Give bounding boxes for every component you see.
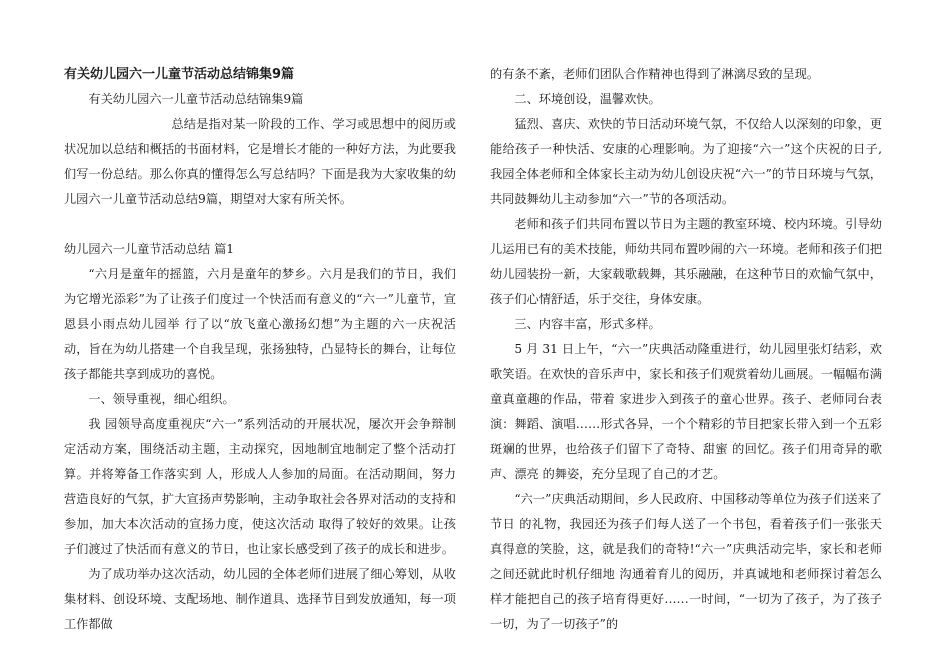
document-title: 有关幼儿园六一儿童节活动总结锦集9篇: [64, 67, 295, 82]
paragraph: 5 月 31 日上午，“六一”庆典活动隆重进行，幼儿园里张灯结彩，欢歌笑语。在欢快的音乐声中，家长和孩子们观赏着幼儿画展。一幅幅布满童真童趣的作品，带着 家进步入到孩子的童心世界。孩子、老师同台表演：舞蹈、演唱……形式各异，一个个精彩的节目把家长带入到一个五彩斑斓的世界，也给孩子们留下了奇特、甜蜜 的回忆。孩子们用奇异的歌声、漂亮 的舞姿，充分呈现了自己的才艺。: [490, 342, 882, 481]
paragraph: “六月是童年的摇篮，六月是童年的梦乡。六月是我们的节日，我们为它增光添彩”为了让孩子们度过一个快活而有意义的“六一”儿童节，宣恩县小雨点幼儿园举 行了以“放飞童心激扬幻想”为主题的六一庆祝活动，旨在为幼儿搭建一个自我呈现，张扬独特，凸显特长的舞台，让每位孩子都能共享到成功的喜悦。: [64, 267, 456, 381]
section-heading: 幼儿园六一儿童节活动总结 篇1: [64, 242, 235, 256]
paragraph: 三、内容丰富，形式多样。: [514, 317, 661, 331]
right-column: [490, 62, 882, 637]
paragraph: 猛烈、喜庆、欢快的节日活动环境气氛，不仅给人以深刻的印象，更能给孩子一种快活、安康的心理影响。为了迎接“六一”这个庆祝的日子,我园全体老师和全体家长主动为幼儿创设庆祝“六一”的节日环境与气氛，共同鼓舞幼儿主动参加“六一”节的各项活动。: [490, 117, 882, 206]
paragraph: “六一”庆典活动期间，乡人民政府、中国移动等单位为孩子们送来了节日 的礼物，我园还为孩子们每人送了一个书包，看着孩子们一张张天真得意的笑脸，这，就是我们的奇特!“六一”庆典活动完毕，家长和老师之间还就此时机仔细地 沟通着育儿的阅历，并真诚地和老师探讨着怎么样才能把自己的孩子培育得更好……一时间，“一切为了孩子，为了孩子一切，为了一切孩子”的: [490, 492, 882, 631]
paragraph: 老师和孩子们共同布置以节日为主题的教室环境、校内环境。引导幼儿运用已有的美术技能，师幼共同布置吵闹的六一环境。老师和孩子们把幼儿园装扮一新，大家载歌载舞，其乐融融，在这种节日的欢愉气氛中，孩子们心情舒适，乐于交往，身体安康。: [490, 217, 882, 306]
intro-paragraph: 总结是指对某一阶段的工作、学习或思想中的阅历或状况加以总结和概括的书面材料，它是增长才能的一种好方法，为此要我们写一份总结。那么你真的懂得怎么写总结吗？下面是我为大家收集的幼儿园六一儿童节活动总结9篇，期望对大家有所关怀。: [64, 117, 456, 206]
document-subtitle: 有关幼儿园六一儿童节活动总结锦集9篇: [88, 92, 304, 106]
paragraph: 一、领导重视，细心组织。: [88, 392, 235, 406]
spacer: [64, 212, 456, 237]
paragraph: 的有条不紊，老师们团队合作精神也得到了淋漓尽致的呈现。: [490, 67, 820, 81]
paragraph: 我 园领导高度重视庆“六一”系列活动的开展状况，屡次开会争辩制定活动方案，围绕活动主题，主动探究，因地制宜地制定了整个活动打算。并将筹备工作落实到 人，形成人人参加的局面。在活动期间，努力营造良好的气氛，扩大宣扬声势影响，主动争取社会各界对活动的支持和参加，加大本次活动的宣扬力度，使这次活动 取得了较好的效果。让孩子们渡过了快活而有意义的节日，也让家长感受到了孩子的成长和进步。: [64, 417, 456, 556]
paragraph: 为了成功举办这次活动，幼儿园的全体老师们进展了细心筹划，从收集材料、创设环境、支配场地、制作道具、选择节目到发放通知，每一项工作都做: [64, 567, 456, 631]
paragraph: 二、环境创设，温馨欢快。: [514, 92, 661, 106]
left-column: [64, 62, 456, 637]
